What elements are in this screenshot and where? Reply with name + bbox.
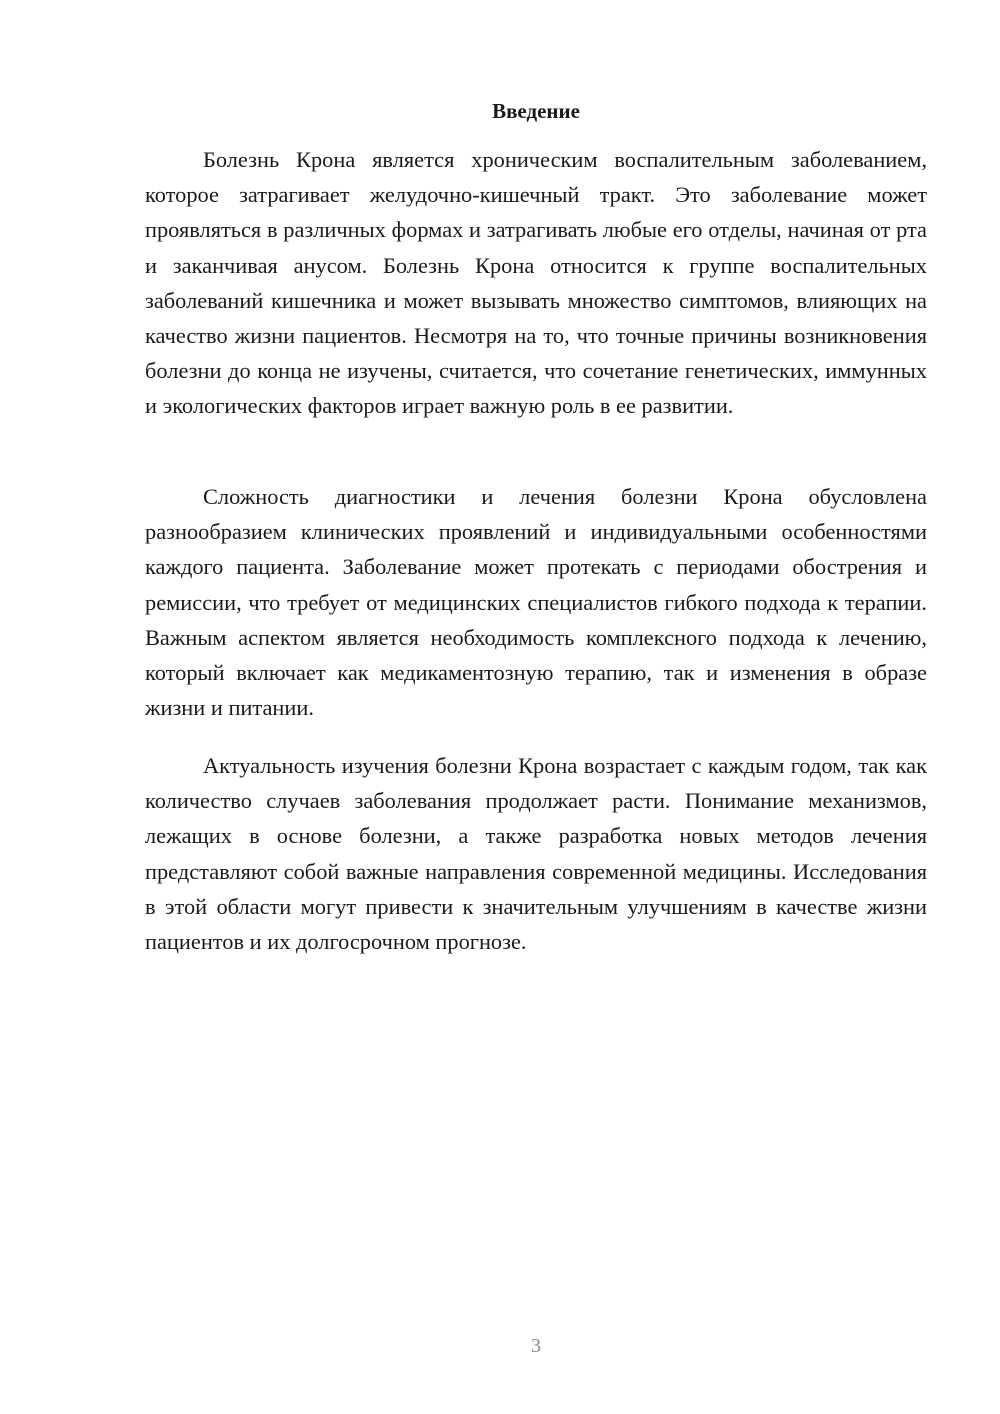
paragraph-diagnosis: Сложность диагностики и лечения болезни Крона обусловлена разнообразием клинических проявлений и индивидуальными особенностями каждого пациента. Заболевание может протекать с периодами обострения и ремиссии, что требует от медицинских специалистов гибкого подхода к терапии. Важным аспектом является необходимость комплексного подхода к лечению, который включает как медикаментозную терапию, так и изменения в образе жизни и питании. xyxy=(145,484,927,721)
section-heading: Введение xyxy=(492,99,580,123)
paragraph-relevance: Актуальность изучения болезни Крона возрастает с каждым годом, так как количество случаев заболевания продолжает расти. Понимание механизмов, лежащих в основе болезни, а также разработка новых методов лечения представляют собой важные направления современной медицины. Исследования в этой области могут привести к значительным улучшениям в качестве жизни пациентов и их долгосрочном прогнозе. xyxy=(145,753,927,955)
paragraph-intro: Болезнь Крона является хроническим воспалительным заболеванием, которое затрагивает желудочно-кишечный тракт. Это заболевание может проявляться в различных формах и затрагивать любые его отделы, начиная от рта и заканчивая анусом. Болезнь Крона относится к группе воспалительных заболеваний кишечника и может вызывать множество симптомов, влияющих на качество жизни пациентов. Несмотря на то, что точные причины возникновения болезни до конца не изучены, считается, что сочетание генетических, иммунных и экологических факторов играет важную роль в ее развитии. xyxy=(145,147,927,419)
page-number: 3 xyxy=(531,1335,541,1357)
